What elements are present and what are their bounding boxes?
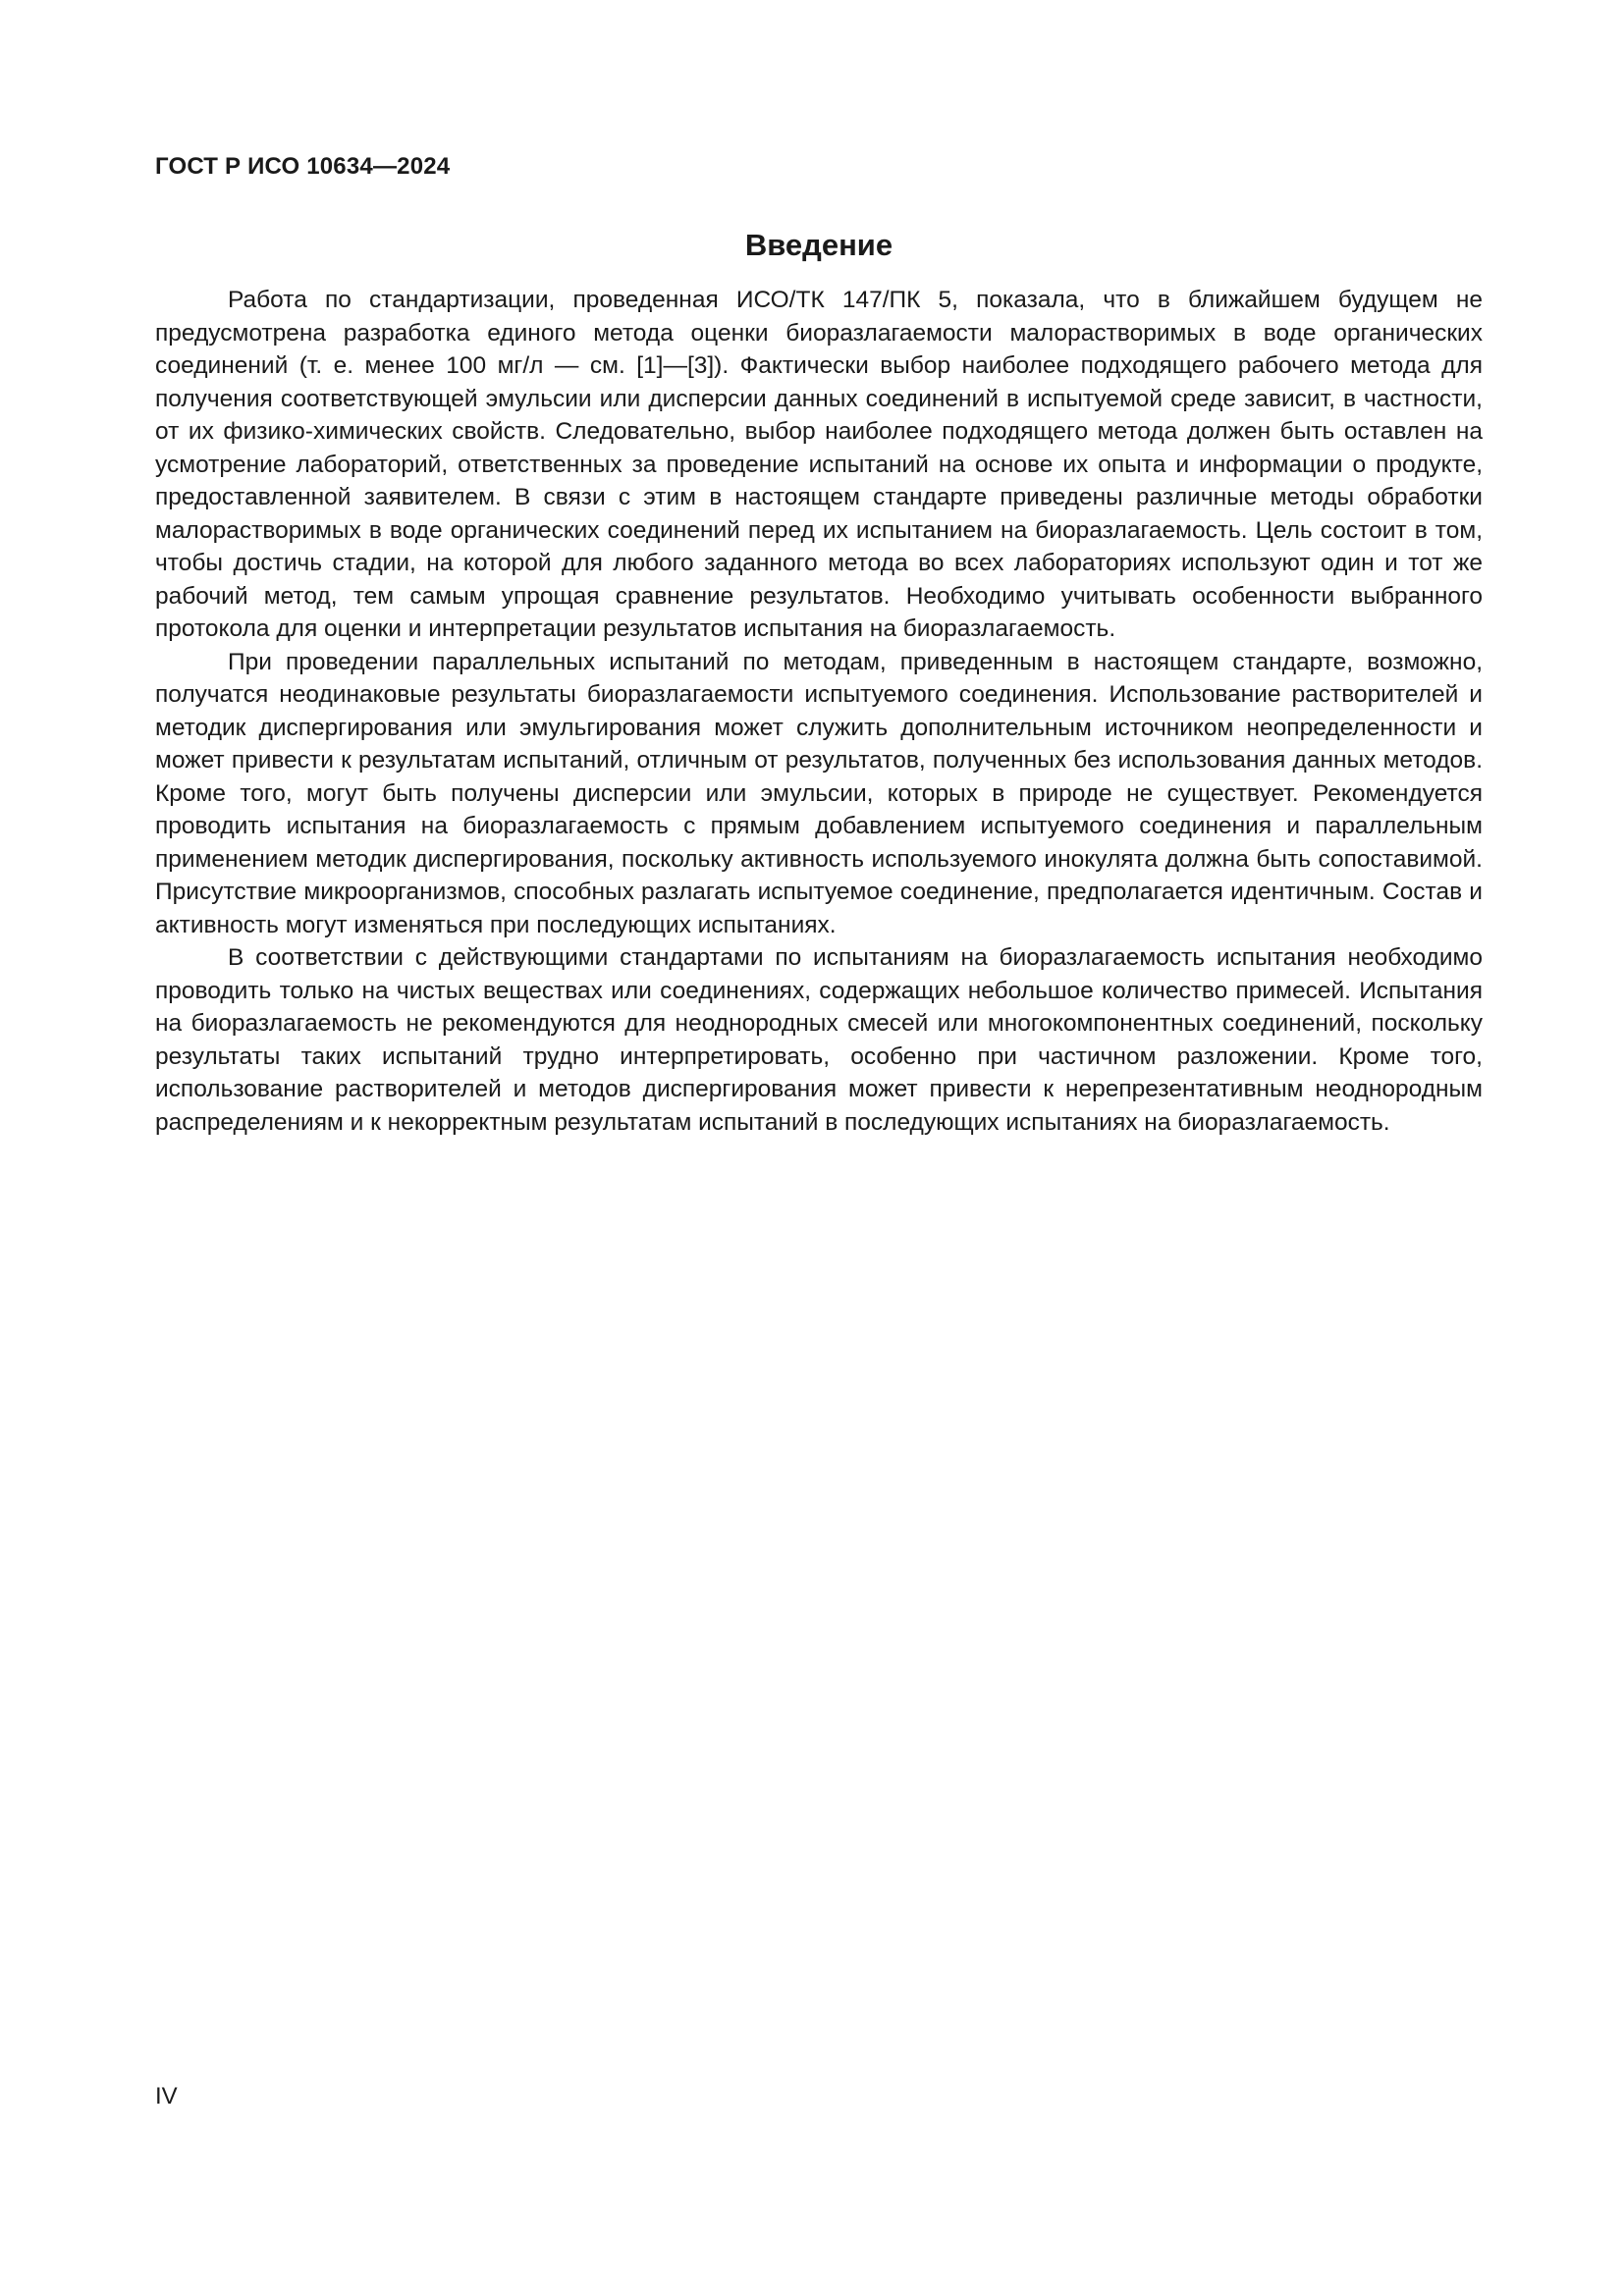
- paragraph-1: Работа по стандартизации, проведенная ИСО/ТК 147/ПК 5, показала, что в ближайшем будущем не предусмотрена разработка единого метода оценки биоразлагаемости малорастворимых в воде органических соединений (т. е. менее 100 мг/л — см. [1]—[3]). Фактически выбор наиболее подходящего рабочего метода для получения соответствующей эмульсии или дисперсии данных соединений в испытуемой среде зависит, в частности, от их физико-химических свойств. Следовательно, выбор наиболее подходящего метода должен быть оставлен на усмотрение лабораторий, ответственных за проведение испытаний на основе их опыта и информации о продукте, предоставленной заявителем. В связи с этим в настоящем стандарте приведены различные методы обработки малорастворимых в воде органических соединений перед их испытанием на биоразлагаемость. Цель состоит в том, чтобы достичь стадии, на которой для любого заданного метода во всех лабораториях используют один и тот же рабочий метод, тем самым упрощая сравнение результатов. Необходимо учитывать особенности выбранного протокола для оценки и интерпретации результатов испытания на биоразлагаемость.: [155, 287, 1483, 642]
- page-number: IV: [155, 2083, 178, 2109]
- paragraph-2: При проведении параллельных испытаний по методам, приведенным в настоящем стандарте, возможно, получатся неодинаковые результаты биоразлагаемости испытуемого соединения. Использование растворителей и методик диспергирования или эмульгирования может служить дополнительным источником неопределенности и может привести к результатам испытаний, отличным от результатов, полученных без использования данных методов. Кроме того, могут быть получены дисперсии или эмульсии, которых в природе не существует. Рекомендуется проводить испытания на биоразлагаемость с прямым добавлением испытуемого соединения и параллельным применением методик диспергирования, поскольку активность используемого инокулята должна быть сопоставимой. Присутствие микроорганизмов, способных разлагать испытуемое соединение, предполагается идентичным. Состав и активность могут изменяться при последующих испытаниях.: [155, 648, 1483, 938]
- section-title: Введение: [744, 228, 893, 262]
- body-text: [155, 284, 1483, 1139]
- paragraph-3: В соответствии с действующими стандартами по испытаниям на биоразлагаемость испытания необходимо проводить только на чистых веществах или соединениях, содержащих небольшое количество примесей. Испытания на биоразлагаемость не рекомендуются для неоднородных смесей или многокомпонентных соединений, поскольку результаты таких испытаний трудно интерпретировать, особенно при частичном разложении. Кроме того, использование растворителей и методов диспергирования может привести к нерепрезентативным неоднородным распределениям и к некорректным результатам испытаний в последующих испытаниях на биоразлагаемость.: [155, 944, 1483, 1136]
- standard-header: ГОСТ Р ИСО 10634—2024: [155, 153, 451, 180]
